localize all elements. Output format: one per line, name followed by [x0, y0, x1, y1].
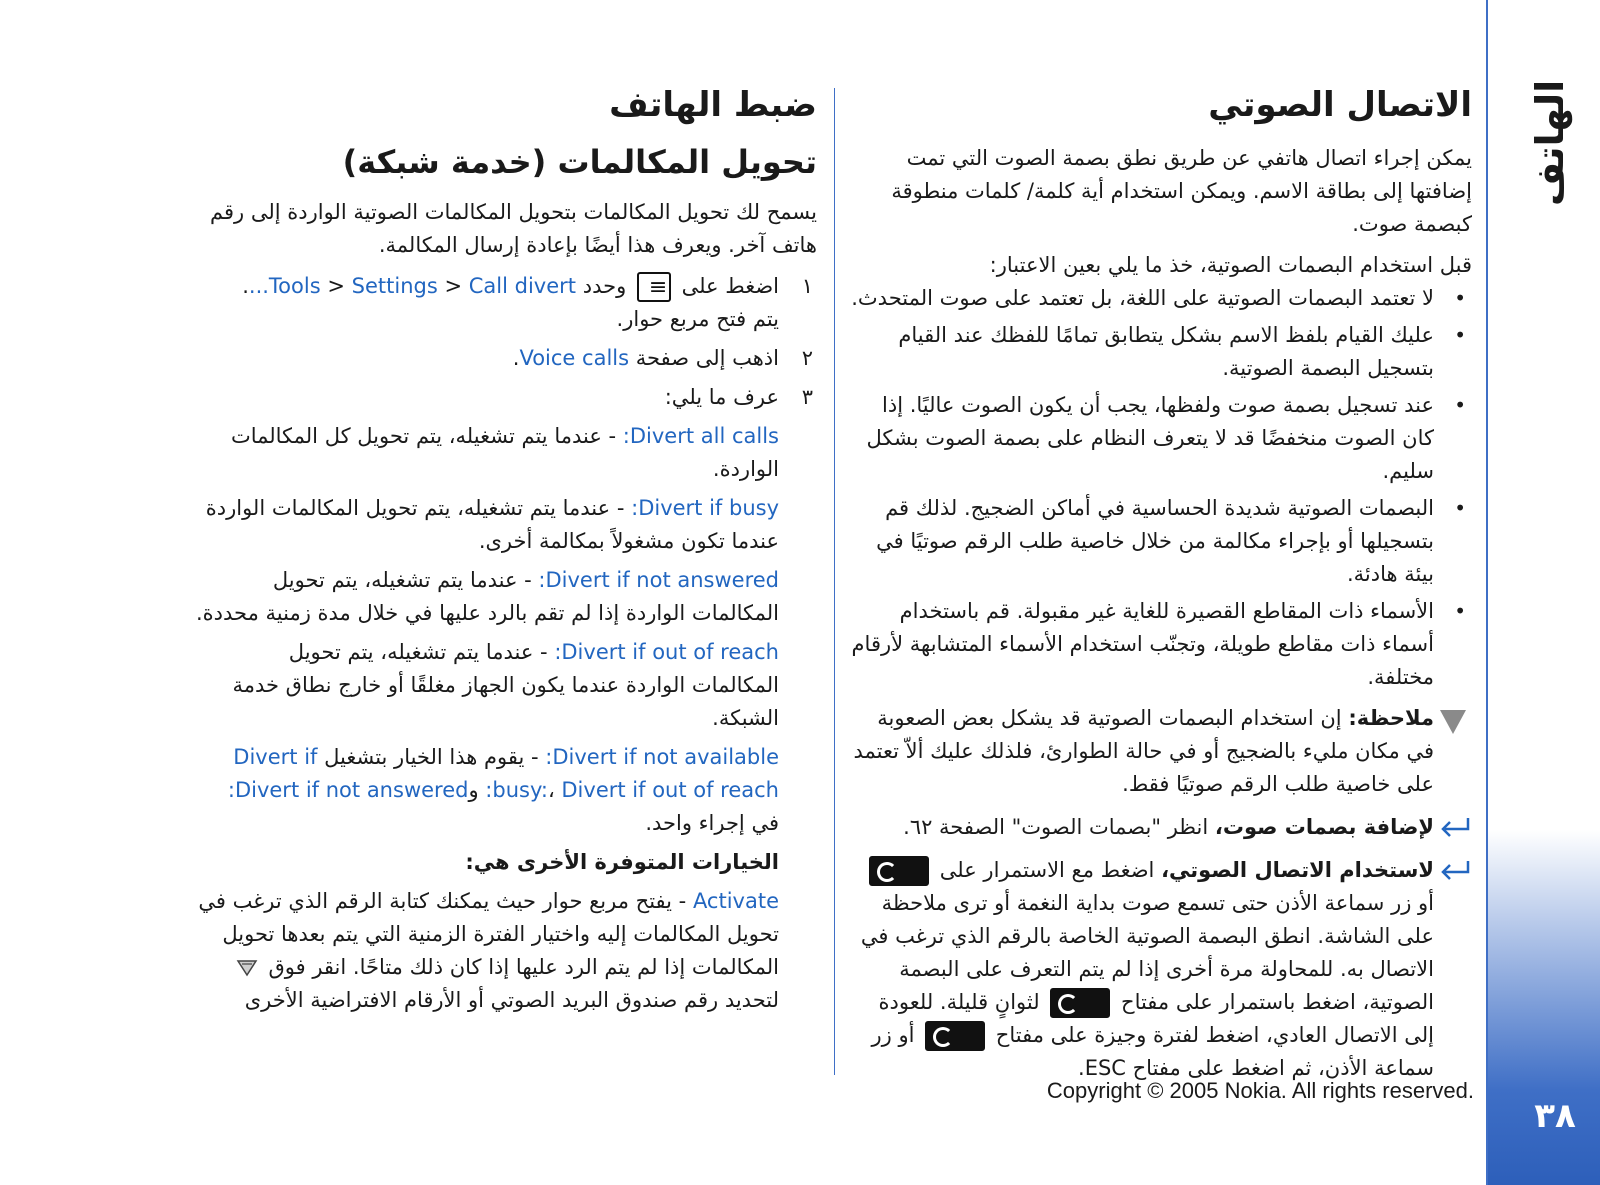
option-label: Divert if busy: [631, 496, 779, 520]
option-text: - عندما يتم تشغيله، يتم تحويل المكالمات الواردة إذا لم تقم بالرد عليها في خلال مدة زمنية محددة. [196, 568, 779, 625]
step-2 [196, 342, 817, 375]
tip2-text-a: اضغط مع الاستمرار على [939, 858, 1155, 882]
call-divert-steps [196, 270, 817, 414]
note-label: ملاحظة: [1348, 706, 1434, 730]
tip2-bold: لاستخدام الاتصال الصوتي، [1161, 858, 1434, 882]
option-divert-not-available [196, 741, 817, 840]
combo-text-e: و [468, 778, 486, 802]
combo-text-g: في إجراء واحد. [645, 811, 779, 835]
option-activate [196, 885, 817, 1017]
combo-not-answered: Divert if not answered: [227, 778, 469, 802]
settings-link: Settings [351, 274, 438, 298]
voice-tag-bullets [850, 282, 1472, 694]
other-options-text: الخيارات المتوفرة الأخرى هي: [465, 850, 779, 874]
tip2-text-b: أو زر سماعة الأذن حتى تسمع صوت بداية النغمة أو ترى ملاحظة على الشاشة. انطق البصمة الصوتية الخاصة بالرقم الذي ترغب في الاتصال به. للمحاولة مرة أخرى إذا لم يتم التعرف على البصمة الصوتية، اضغط باستمرار على مفتاح [860, 891, 1434, 1014]
period: . [242, 274, 249, 298]
note-block [850, 702, 1472, 801]
combo-out-of-reach: Divert if out of reach: [485, 778, 779, 802]
voice-key-icon [1050, 988, 1110, 1018]
chapter-title [1522, 79, 1578, 206]
option-label: Divert if not available: [545, 745, 779, 769]
tip2-text-c: لثوانٍ قليلة. للعودة إلى الاتصال العادي، اضغط لفترة وجيزة على مفتاح [878, 990, 1434, 1047]
option-text: - عندما يتم تشغيله، يتم تحويل كل المكالمات الواردة. [230, 424, 779, 481]
note-text: إن استخدام البصمات الصوتية قد يشكل بعض الصعوبة في مكان مليء بالضجيج أو في حالة الطوارئ، فلذلك عليك ألاّ تعتمد على خاصية طلب الرقم صوتيًا فقط. [853, 706, 1434, 796]
call-divert-subheading: تحويل المكالمات (خدمة شبكة) [342, 143, 817, 181]
menu-separator: > [444, 274, 463, 298]
settings-heading: ضبط الهاتف [609, 85, 817, 125]
combo-busy: Divert if busy: [233, 745, 548, 802]
voice-calls-link: Voice calls [519, 346, 630, 370]
voice-dialing-before: قبل استخدام البصمات الصوتية، خذ ما يلي بعين الاعتبار: [989, 253, 1472, 277]
step-1 [196, 270, 817, 336]
option-label: Divert all calls: [622, 424, 779, 448]
step3-text: عرف ما يلي: [664, 385, 779, 409]
period: . [512, 346, 520, 370]
option-divert-out-of-reach [196, 636, 817, 735]
step-number: ٣ [801, 385, 813, 409]
call-divert-intro: يسمح لك تحويل المكالمات بتحويل المكالمات الصوتية الواردة إلى رقم هاتف آخر. ويعرف هذا أيضًا بإعادة إرسال المكالمة. [210, 200, 817, 257]
step-number: ١ [801, 274, 813, 298]
step1-text-b: وحدد [582, 274, 627, 298]
menu-key-icon [637, 272, 671, 302]
note-triangle-icon [1440, 710, 1466, 734]
return-arrow-icon [1438, 815, 1472, 839]
list-item: • الأسماء ذات المقاطع القصيرة للغاية غير مقبولة. قم باستخدام أسماء ذات مقاطع طويلة، وتجنّب استخدام الأسماء المتشابهة لأرقام مختلفة. [850, 595, 1472, 694]
combo-text-c: ، [547, 778, 562, 802]
option-divert-busy [196, 492, 817, 558]
column-divider [834, 88, 835, 1075]
step1-text-c: يتم فتح مربع حوار. [616, 307, 779, 331]
tip-use-voice-dialing [850, 854, 1472, 1085]
side-band-line [1486, 0, 1488, 1185]
step1-text-a: اضغط على [681, 274, 779, 298]
option-label: Activate [692, 889, 779, 913]
option-label: Divert if not answered: [538, 568, 779, 592]
right-column [850, 84, 1472, 1085]
option-text: - يفتح مربع حوار حيث يمكنك كتابة الرقم الذي ترغب في تحويل المكالمات إليه واختيار الفترة الزمنية التي يتم بعدها تحويل المكالمات إذا لم يتم الرد عليها إذا كان ذلك متاحًا. انقر فوق [198, 889, 779, 979]
tip1-text: انظر "بصمات الصوت" الصفحة ٦٢. [903, 815, 1209, 839]
option-divert-all [196, 420, 817, 486]
voice-key-icon [925, 1021, 985, 1051]
chapter-title-text: الهاتف [1528, 79, 1572, 206]
list-item: • لا تعتمد البصمات الصوتية على اللغة، بل تعتمد على صوت المتحدث. [850, 282, 1472, 315]
call-divert-link: Call divert... [248, 274, 577, 298]
combo-text-a: - يقوم هذا الخيار بتشغيل [317, 745, 546, 769]
tip1-bold: لإضافة بصمات صوت، [1214, 815, 1434, 839]
list-item: • عليك القيام بلفظ الاسم بشكل يتطابق تمامًا للفظك عند القيام بتسجيل البصمة الصوتية. [850, 319, 1472, 385]
return-arrow-icon [1438, 858, 1472, 882]
voice-key-icon [869, 856, 929, 886]
tip2-text-d: أو زر سماعة الأذن، ثم اضغط على مفتاح ESC. [871, 1023, 1434, 1080]
step2-text: اذهب إلى صفحة [635, 346, 779, 370]
list-item: • عند تسجيل بصمة صوت ولفظها، يجب أن يكون الصوت عاليًا. إذا كان الصوت منخفضًا قد لا يتعرف النظام على بصمة الصوت بشكل سليم. [850, 389, 1472, 488]
option-text: - عندما يتم تشغيله، يتم تحويل المكالمات الواردة عندما تكون مشغولاً بمكالمة أخرى. [205, 496, 779, 553]
copyright-notice: Copyright © 2005 Nokia. All rights reserved. [1046, 1078, 1474, 1103]
voice-dialing-intro: يمكن إجراء اتصال هاتفي عن طريق نطق بصمة الصوت التي تمت إضافتها إلى بطاقة الاسم. ويمكن استخدام أية كلمة/ كلمات منطوقة كبصمة صوت. [891, 146, 1472, 236]
tip-add-voice-tags [850, 811, 1472, 844]
tip-shield-icon [236, 959, 258, 977]
other-options-heading [196, 846, 817, 879]
option-text-2: لتحديد رقم صندوق البريد الصوتي أو الأرقام الافتراضية الأخرى [244, 988, 779, 1012]
left-column [196, 84, 817, 1023]
voice-dialing-heading: الاتصال الصوتي [1208, 85, 1472, 125]
page-number: ٣٨ [1534, 1096, 1576, 1136]
list-item: • البصمات الصوتية شديدة الحساسية في أماكن الضجيج. لذلك قم بتسجيلها أو بإجراء مكالمة من خلال خاصية طلب الرقم صوتيًا في بيئة هادئة. [850, 492, 1472, 591]
option-text: - عندما يتم تشغيله، يتم تحويل المكالمات الواردة عندما يكون الجهاز مغلقًا أو خارج نطاق خدمة الشبكة. [232, 640, 779, 730]
tools-link: Tools [268, 274, 321, 298]
option-label: Divert if out of reach: [554, 640, 779, 664]
option-divert-not-answered [196, 564, 817, 630]
menu-separator: > [327, 274, 345, 298]
step-3 [196, 381, 817, 414]
step-number: ٢ [801, 346, 813, 370]
